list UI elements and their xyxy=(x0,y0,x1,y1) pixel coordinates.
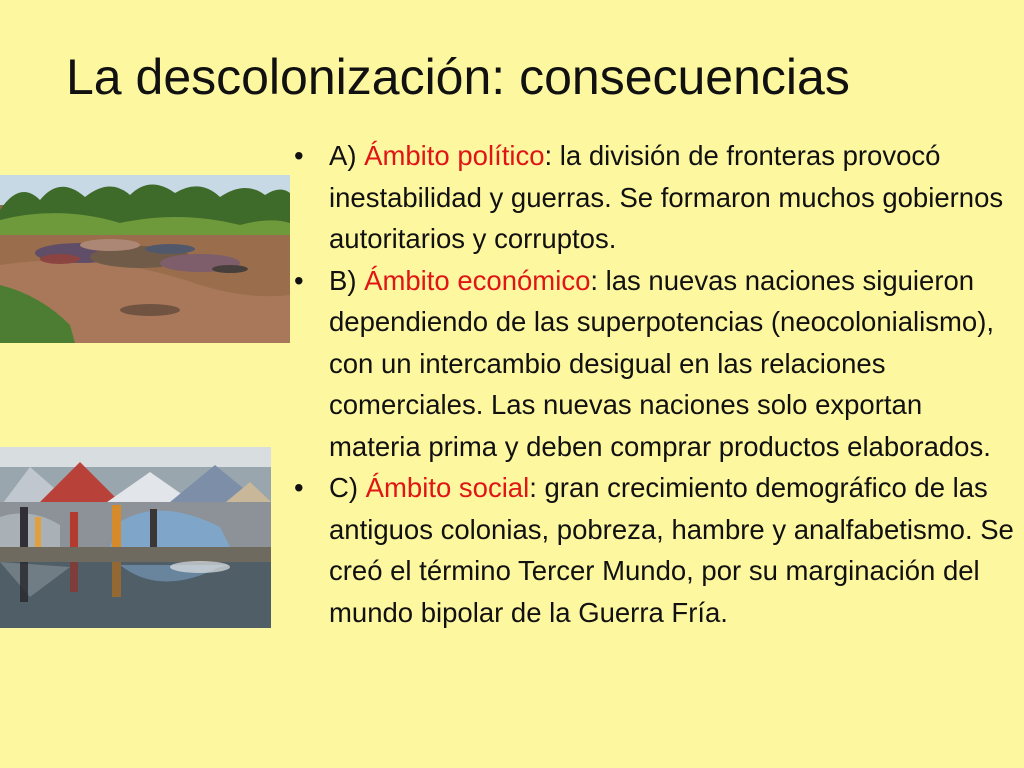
photo-refugee-camp xyxy=(0,447,271,628)
bullet-economic xyxy=(288,260,1018,468)
bullet-marker: • xyxy=(294,472,304,503)
bullet-marker: • xyxy=(294,140,304,171)
bullet-marker: • xyxy=(294,264,304,296)
bullet-text: : gran crecimiento demográfico de las antiguos colonias, pobreza, hambre y analfabetismo. Se creó el término Tercer Mundo, por su marginación del mundo bipolar de la Guerra Fría. xyxy=(329,472,1014,628)
bullet-highlight: Ámbito social xyxy=(365,472,530,503)
bullet-political xyxy=(288,135,1018,260)
bullet-highlight: Ámbito económico xyxy=(364,264,591,296)
photo-victims-on-dirt-road xyxy=(0,175,290,343)
slide-title: La descolonización: consecuencias xyxy=(66,49,850,105)
bullet-highlight: Ámbito político xyxy=(364,140,545,171)
bullet-prefix: C) xyxy=(329,472,366,503)
bullet-text: : las nuevas naciones siguieron dependiendo de las superpotencias (neocolonialismo), con un intercambio desigual en las relaciones comerciales. Las nuevas naciones solo exportan materia prima y deben comprar productos elaborados. xyxy=(329,264,995,462)
bullet-prefix: A) xyxy=(329,140,365,171)
bullet-text: : la división de fronteras provocó inestabilidad y guerras. Se formaron muchos gobiernos autoritarios y corruptos. xyxy=(329,140,1004,254)
bullet-list xyxy=(288,135,1018,633)
bullet-prefix: B) xyxy=(329,264,365,296)
bullet-social xyxy=(288,467,1018,633)
